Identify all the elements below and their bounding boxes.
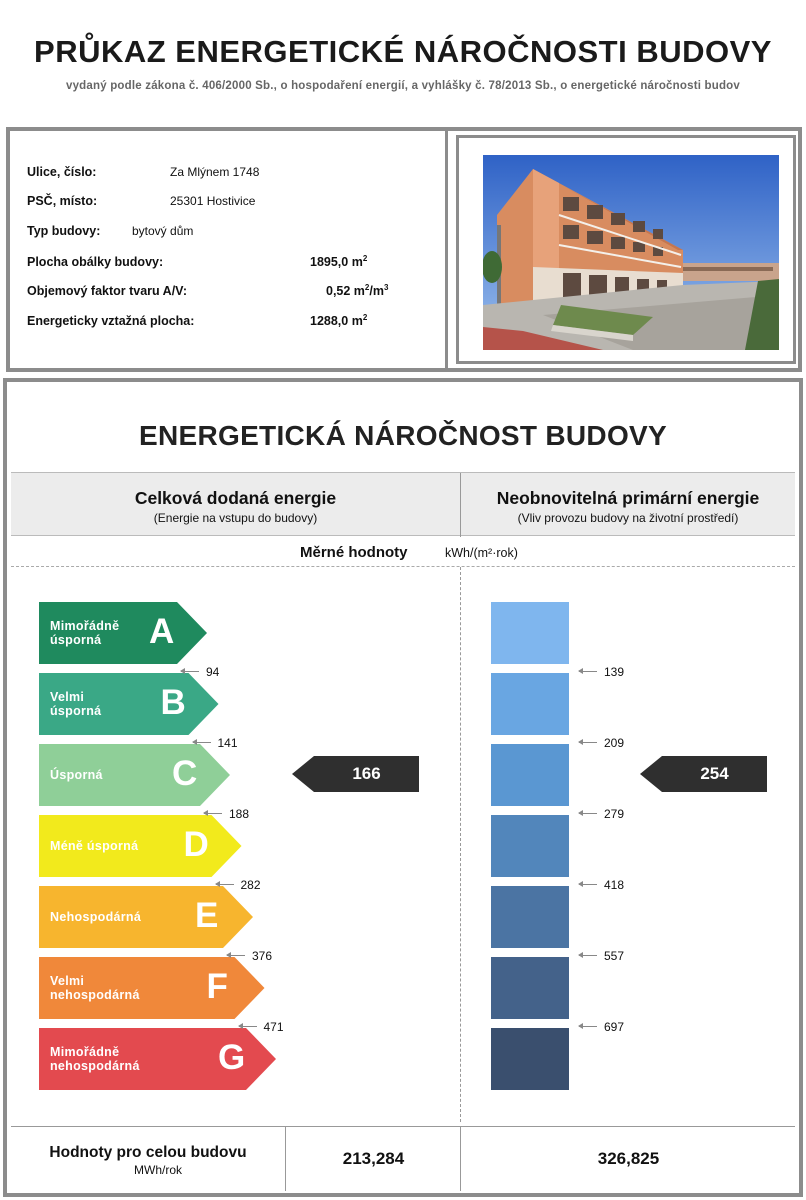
primary-energy-bar-g xyxy=(491,1028,569,1090)
building-details xyxy=(10,131,448,368)
reference-area-label: Energeticky vztažná plocha: xyxy=(27,314,195,328)
totals-label-cell xyxy=(11,1127,286,1191)
totals-primary-energy: 326,825 xyxy=(597,1149,660,1168)
threshold-value: 94 xyxy=(206,665,220,679)
building-info-panel xyxy=(6,127,802,372)
building-photo-frame xyxy=(456,135,796,364)
primary-energy-bar-a xyxy=(491,602,569,664)
delivered-energy-title: Celková dodaná energie xyxy=(134,488,337,508)
building-photo xyxy=(483,155,779,350)
primary-energy-bar-d xyxy=(491,815,569,877)
primary-energy-header xyxy=(461,473,795,537)
threshold-value: 188 xyxy=(229,807,250,821)
class-name: Velmi nehospodárná xyxy=(50,974,140,1002)
delivered-energy-header xyxy=(11,473,461,537)
threshold-arrow-icon xyxy=(204,813,222,814)
building-type-value: bytový dům xyxy=(132,224,194,238)
threshold-arrow-icon xyxy=(579,1026,597,1027)
class-name: Nehospodárná xyxy=(50,910,142,924)
threshold-value: 376 xyxy=(252,949,273,963)
specific-values-label: Měrné hodnoty xyxy=(300,544,408,561)
page-title: PRŮKAZ ENERGETICKÉ NÁROČNOSTI BUDOVY xyxy=(34,34,772,69)
indicator-value: 166 xyxy=(352,764,381,783)
building-type-label: Typ budovy: xyxy=(27,224,101,238)
class-name: Mimořádně úsporná xyxy=(50,619,120,647)
class-letter: G xyxy=(218,1038,246,1077)
column-divider xyxy=(460,567,461,1122)
shape-factor-value: 0,52 $m^2/m^3$ xyxy=(326,282,389,298)
energy-class-c xyxy=(39,744,279,806)
reference-area-value: 1288,0 $m^2$ xyxy=(310,312,368,328)
threshold-arrow-icon xyxy=(579,813,597,814)
indicator-value: 254 xyxy=(700,764,729,783)
class-letter: E xyxy=(195,896,219,935)
threshold-value: 471 xyxy=(263,1020,284,1034)
class-letter: D xyxy=(183,825,209,864)
primary-energy-bar-c xyxy=(491,744,569,806)
threshold-value: 557 xyxy=(604,949,625,963)
threshold-value: 279 xyxy=(604,807,625,821)
energy-class-g xyxy=(39,1028,279,1090)
threshold-value: 141 xyxy=(217,736,238,750)
primary-energy-subtitle: (Vliv provozu budovy na životní prostředí) xyxy=(517,511,739,525)
threshold-value: 697 xyxy=(604,1020,625,1034)
class-letter: B xyxy=(160,683,186,722)
threshold-arrow-icon xyxy=(579,884,597,885)
postcode-value: 25301 Hostivice xyxy=(170,194,256,208)
class-name: Velmi úsporná xyxy=(50,690,102,718)
street-value: Za Mlýnem 1748 xyxy=(170,165,260,179)
units-value: kWh/(m²·rok) xyxy=(445,546,518,560)
threshold-arrow-icon xyxy=(193,742,211,743)
totals-unit: MWh/rok xyxy=(134,1163,182,1177)
envelope-area-value: 1895,0 $m^2$ xyxy=(310,253,368,269)
shape-factor-label: Objemový faktor tvaru A/V: xyxy=(27,284,187,298)
legal-subtitle: vydaný podle zákona č. 406/2000 Sb., o hospodaření energií, a vyhlášky č. 78/2013 Sb., o energetické náročnosti budov xyxy=(65,80,741,92)
primary-energy-bar-b xyxy=(491,673,569,735)
delivered-energy-subtitle: (Energie na vstupu do budovy) xyxy=(153,511,318,525)
threshold-arrow-icon xyxy=(579,955,597,956)
envelope-area-label: Plocha obálky budovy: xyxy=(27,255,164,269)
street-label: Ulice, číslo: xyxy=(27,165,97,179)
postcode-label: PSČ, místo: xyxy=(27,194,98,208)
class-name: Mimořádně nehospodárná xyxy=(50,1045,140,1073)
threshold-value: 209 xyxy=(604,736,625,750)
totals-row xyxy=(11,1126,795,1191)
units-row xyxy=(11,537,795,567)
class-name: Úsporná xyxy=(50,768,103,782)
column-headers xyxy=(11,472,795,536)
threshold-arrow-icon xyxy=(239,1026,257,1027)
energy-class-b xyxy=(39,673,279,735)
class-letter: F xyxy=(206,967,228,1006)
class-letter: C xyxy=(172,754,198,793)
energy-class-e xyxy=(39,886,279,948)
threshold-value: 418 xyxy=(604,878,625,892)
threshold-arrow-icon xyxy=(579,671,597,672)
class-name: Méně úsporná xyxy=(50,839,139,853)
totals-delivered-energy: 213,284 xyxy=(287,1127,461,1191)
threshold-value: 139 xyxy=(604,665,625,679)
threshold-value: 282 xyxy=(240,878,261,892)
energy-performance-panel xyxy=(3,378,803,1197)
class-letter: A xyxy=(149,612,175,651)
primary-energy-indicator xyxy=(640,756,767,792)
threshold-arrow-icon xyxy=(579,742,597,743)
energy-class-d xyxy=(39,815,279,877)
primary-energy-bar-e xyxy=(491,886,569,948)
threshold-arrow-icon xyxy=(227,955,245,956)
energy-section-title: ENERGETICKÁ NÁROČNOST BUDOVY xyxy=(139,420,667,451)
threshold-arrow-icon xyxy=(216,884,234,885)
primary-energy-bar-f xyxy=(491,957,569,1019)
energy-class-f xyxy=(39,957,279,1019)
energy-class-a xyxy=(39,602,279,664)
threshold-arrow-icon xyxy=(181,671,199,672)
primary-energy-title: Neobnovitelná primární energie xyxy=(496,488,760,508)
certificate-header xyxy=(0,0,806,122)
totals-label: Hodnoty pro celou budovu xyxy=(49,1144,247,1161)
delivered-energy-indicator xyxy=(292,756,419,792)
